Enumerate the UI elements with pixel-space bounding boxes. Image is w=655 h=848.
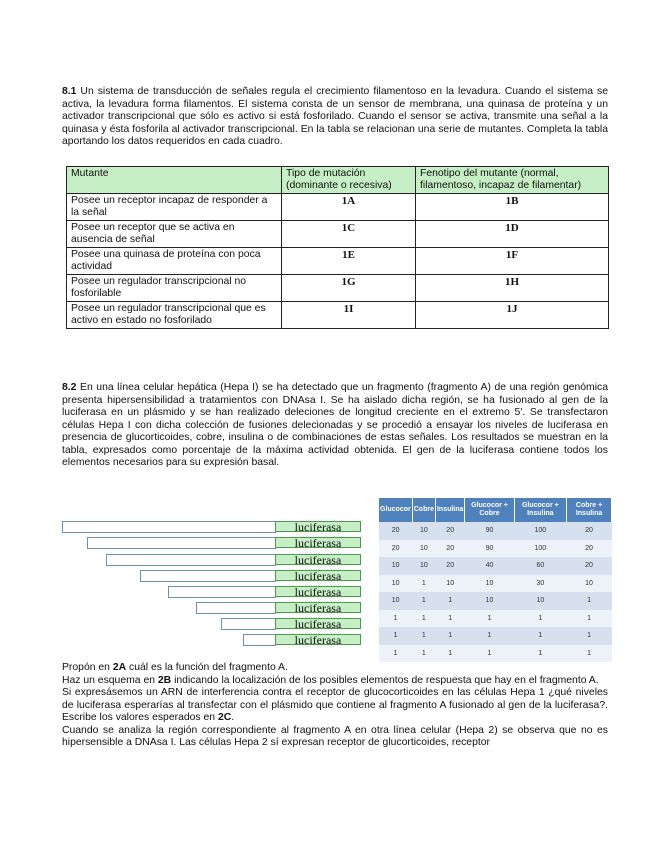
promoter-fragment — [168, 586, 276, 598]
answer-cell-1B: 1B — [416, 194, 609, 221]
construct-1 — [0, 521, 362, 532]
question-2C — [62, 687, 608, 725]
luciferase-gene: luciferasa — [275, 602, 361, 613]
results-cell: 10 — [412, 540, 435, 558]
header-glucocor-cobre: Glucocor + Cobre — [465, 498, 514, 522]
results-cell: 1 — [412, 610, 435, 628]
results-cell: 100 — [514, 540, 567, 558]
answer-label-2A: 2A — [112, 662, 127, 673]
section2-paragraph — [62, 382, 608, 470]
construct-2 — [0, 537, 362, 548]
promoter-fragment — [140, 570, 276, 582]
header-cobre-insulina: Cobre + Insulina — [567, 498, 612, 522]
table-row — [379, 627, 612, 645]
results-cell: 1 — [514, 645, 567, 663]
luciferase-gene: luciferasa — [275, 554, 361, 565]
question-text: Haz un esquema en — [62, 674, 158, 686]
table-row — [379, 557, 612, 575]
section2-text: En una línea celular hepática (Hepa I) se ha detectado que un fragmento (fragmento A) de una región genómica presenta hipersensibilidad a tratamientos con DNAsa I. Se ha aislado dicha región, se ha fusionado al gen de la luciferasa en un plásmido y se han realizado deleciones de longitud creciente en el extremo 5'. Se transfectaron células Hepa I con dicha colección de fusiones delecionadas y se procedió a ensayar los niveles de luciferasa en presencia de glucorticoides, cobre, insulina o de combinaciones de estas señales. Los resultados se muestran en la tabla, expresados como porcentaje de la máxima actividad obtenida. El gen de la luciferasa contiene todos los elementos necesarios para su expresión basal. — [62, 382, 608, 468]
luciferase-gene: luciferasa — [275, 586, 361, 597]
question-text: Propón en — [62, 662, 113, 673]
table-row — [379, 522, 612, 540]
results-cell: 10 — [465, 592, 514, 610]
results-table — [379, 498, 612, 662]
table-row — [67, 275, 609, 302]
answer-label-2C: 2C — [217, 712, 232, 723]
header-glucocor: Glucocor — [379, 498, 412, 522]
results-cell: 1 — [435, 610, 464, 628]
construct-3 — [0, 554, 362, 565]
answer-cell-1J: 1J — [416, 302, 609, 329]
construct-5 — [0, 586, 362, 597]
table-row — [67, 194, 609, 221]
results-cell: 10 — [412, 522, 435, 540]
construct-6 — [0, 602, 362, 613]
construct-7 — [0, 618, 362, 629]
results-cell: 20 — [435, 522, 464, 540]
luciferase-gene: luciferasa — [275, 521, 361, 532]
header-cobre: Cobre — [412, 498, 435, 522]
mutant-table-header — [67, 167, 609, 194]
results-cell: 10 — [379, 592, 412, 610]
results-cell: 1 — [435, 627, 464, 645]
results-cell: 1 — [379, 627, 412, 645]
question-text: . — [231, 712, 235, 723]
results-cell: 1 — [465, 645, 514, 663]
results-cell: 1 — [379, 610, 412, 628]
question-2A — [62, 662, 608, 675]
construct-4 — [0, 570, 362, 581]
header-fenotipo: Fenotipo del mutante (normal, filamentoso, incapaz de filamentar) — [416, 167, 609, 194]
promoter-fragment — [87, 537, 276, 549]
header-mutante: Mutante — [67, 167, 282, 194]
results-cell: 1 — [465, 627, 514, 645]
results-cell: 20 — [567, 540, 612, 558]
answer-cell-1A: 1A — [282, 194, 416, 221]
question-text: Si expresásemos un ARN de interferencia contra el receptor de glucocorticoides en las células Hepa 1 ¿qué niveles de luciferasa esperarías al transfectar con el plásmido que contiene al fragmento A fusionado al gen de la luciferasa?. Escribe los valores esperados en — [62, 687, 608, 723]
header-tipo: Tipo de mutación (dominante o recesiva) — [282, 167, 416, 194]
results-cell: 10 — [379, 557, 412, 575]
promoter-fragment — [62, 521, 276, 533]
results-header — [379, 498, 612, 522]
results-cell: 1 — [514, 610, 567, 628]
results-cell: 20 — [567, 557, 612, 575]
results-cell: 1 — [465, 610, 514, 628]
results-cell: 10 — [465, 575, 514, 593]
question-text: indicando la localización de los posibles elementos de respuesta que hay en el fragmento A. — [171, 674, 599, 686]
results-cell: 1 — [412, 592, 435, 610]
header-insulina: Insulina — [435, 498, 464, 522]
answer-cell-1I: 1I — [282, 302, 416, 329]
intro-paragraph — [62, 86, 608, 149]
results-cell: 10 — [435, 575, 464, 593]
table-row — [67, 248, 609, 275]
results-cell: 1 — [567, 645, 612, 663]
table-row — [379, 540, 612, 558]
question-number: 8.2 — [62, 382, 77, 393]
luciferase-gene: luciferasa — [275, 570, 361, 581]
results-cell: 10 — [379, 575, 412, 593]
results-cell: 1 — [567, 627, 612, 645]
promoter-fragment — [106, 554, 276, 566]
results-cell: 20 — [435, 540, 464, 558]
results-cell: 1 — [379, 645, 412, 663]
table-row — [379, 575, 612, 593]
table-row — [67, 221, 609, 248]
question-number: 8.1 — [62, 86, 77, 97]
results-cell: 20 — [435, 557, 464, 575]
results-cell: 90 — [465, 540, 514, 558]
results-cell: 1 — [412, 645, 435, 663]
mutant-table — [66, 166, 609, 329]
results-cell: 40 — [465, 557, 514, 575]
mutante-cell: Posee un regulador transcripcional que es activo en estado no fosforilado — [67, 302, 282, 329]
results-cell: 1 — [567, 592, 612, 610]
mutante-cell: Posee una quinasa de proteína con poca actividad — [67, 248, 282, 275]
results-cell: 10 — [514, 592, 567, 610]
answer-cell-1H: 1H — [416, 275, 609, 302]
construct-8 — [0, 634, 362, 645]
answer-label-2B: 2B — [157, 674, 172, 686]
questions-block — [62, 662, 608, 750]
results-cell: 90 — [465, 522, 514, 540]
luciferase-gene: luciferasa — [275, 618, 361, 629]
results-cell: 1 — [435, 592, 464, 610]
answer-cell-1G: 1G — [282, 275, 416, 302]
intro-text: Un sistema de transducción de señales regula el crecimiento filamentoso en la levadura. Cuando el sistema se activa, la levadura forma filamentos. El sistema consta de un sensor de membrana, una quinasa de proteína y un activador transcripcional que sólo es activo si está fosforilado. Cuando el sensor se activa, transmite una señal a la quinasa y ésta fosforila al activador transcripcional. En la tabla se relacionan una serie de mutantes. Completa la tabla aportando los datos requeridos en cada cuadro. — [62, 86, 608, 147]
promoter-fragment — [243, 634, 276, 646]
luciferase-gene: luciferasa — [275, 634, 361, 645]
results-cell: 20 — [567, 522, 612, 540]
results-cell: 20 — [379, 540, 412, 558]
luciferase-gene: luciferasa — [275, 537, 361, 548]
mutante-cell: Posee un receptor que se activa en ausencia de señal — [67, 221, 282, 248]
answer-cell-1C: 1C — [282, 221, 416, 248]
table-row — [379, 592, 612, 610]
results-cell: 1 — [567, 610, 612, 628]
promoter-fragment — [221, 618, 276, 630]
question-2B — [62, 675, 608, 688]
results-cell: 100 — [514, 522, 567, 540]
results-cell: 1 — [412, 627, 435, 645]
results-cell: 1 — [435, 645, 464, 663]
header-glucocor-insulina: Glucocor + Insulina — [514, 498, 567, 522]
results-cell: 20 — [379, 522, 412, 540]
results-cell: 10 — [567, 575, 612, 593]
answer-cell-1F: 1F — [416, 248, 609, 275]
question-hepa2: Cuando se analiza la región correspondiente al fragmento A en otra línea celular (Hepa 2) se observa que no es hipersensible a DNAsa I. Las células Hepa 2 sí expresan receptor de glucorticoides, receptor — [62, 724, 608, 748]
question-text: cuál es la función del fragmento A. — [126, 662, 288, 673]
results-cell: 1 — [412, 575, 435, 593]
mutante-cell: Posee un regulador transcripcional no fosforilable — [67, 275, 282, 302]
results-body — [379, 522, 612, 662]
results-cell: 10 — [412, 557, 435, 575]
table-row — [379, 645, 612, 663]
results-cell: 30 — [514, 575, 567, 593]
answer-cell-1E: 1E — [282, 248, 416, 275]
answer-cell-1D: 1D — [416, 221, 609, 248]
mutante-cell: Posee un receptor incapaz de responder a la señal — [67, 194, 282, 221]
results-cell: 1 — [514, 627, 567, 645]
table-row — [379, 610, 612, 628]
table-row — [67, 302, 609, 329]
promoter-fragment — [196, 602, 276, 614]
results-cell: 60 — [514, 557, 567, 575]
